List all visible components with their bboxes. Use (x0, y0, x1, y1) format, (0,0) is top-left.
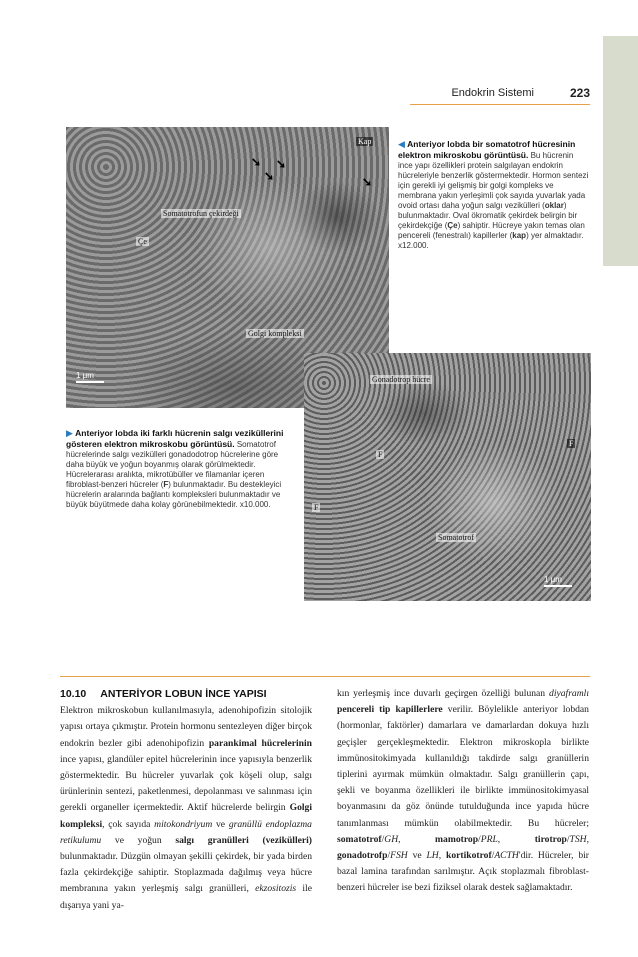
running-title: Endokrin Sistemi (451, 87, 534, 99)
scale-bar (544, 575, 572, 587)
gonadotroph-micrograph (304, 353, 591, 601)
golgi-label: Golgi kompleksi (248, 329, 302, 338)
scale-label: 1 μm (544, 575, 562, 584)
kap-label: Kap (358, 137, 372, 146)
figure2-caption: ▶ Anteriyor lobda iki farklı hücrenin salgı veziküllerini gösteren elektron mikroskobu görüntüsü. Somatotrof hücrelerinde salgı vezikülleri gonadodotrop hücrelerine göre daha büyük ve yoğun boyanmış olarak görülmektedir. Hücrelerarası aralıkta, mikrotübüller ve filamanlar içeren fibroblast-benzeri hücreler (F) bulunmaktadır. Bu destekleyici hücrelerin aralarında bağlantı kompleksleri bulunmaktadır ve büyük büyütmede daha kolay görünebilmektedir. x10.000. (66, 428, 284, 509)
figure1-caption: ◀ Anteriyor lobda bir somatotrof hücresinin elektron mikroskobu görüntüsü. Bu hücrenin ince yapı özellikleri protein salgılayan endokrin hücreleriyle benzerlik göstermektedir. Hormon sentezi için gerekli iyi gelişmiş bir golgi kompleks ve membrana yakın yerleşimli çok sayıda yuvarlak yada ovoid ortası daha yoğun salgı vezikülleri (oklar) bulunmaktadır. Oval ökromatik çekirdek belirgin bir çekirdekçiğe (Çe) sahiptir. Hücreye yakın temas olan pencereli (fenestralı) kapillerler (kap) yer almaktadır. x12.000. (398, 139, 589, 250)
somatotrof-label: Somatotrof (438, 533, 474, 542)
arrow-icon: ➘ (264, 169, 275, 183)
fibroblast-label: F (314, 503, 319, 512)
nucleolus-label: Çe (138, 237, 147, 246)
arrow-icon: ➘ (362, 175, 373, 189)
section-title: ANTERİYOR LOBUN İNCE YAPISI (100, 688, 267, 700)
scale-label: 1 μm (76, 371, 94, 380)
scale-bar (76, 371, 104, 383)
triangle-right-icon: ▶ (66, 428, 73, 438)
nucleus-label: Somatotrofun çekirdeği (163, 209, 239, 218)
gonadotrop-label: Gonadotrop hücre (372, 375, 430, 384)
chapter-side-tab (603, 36, 638, 266)
body-column-left (60, 686, 312, 914)
paragraph: kın yerleşmiş ince duvarlı geçirgen özelliği bulunan diyaframlı pencereli tip kapillerlere verilir. Böylelikle anteriyor lobdan (hormonlar, faktörler) damarlara ve damarlardan dokuya hızlı geçişler gerçekleşmektedir. Elektron mikroskopla birlikte immünositokimyada kullanıldığı takdirde salgı granüllerin tiplerini ayırmak mümkün olmaktadır. Salgı granüllerin çapı, şekli ve boyanma özellikleri ile birlikte immünositokimyasal boyanmasını da göz önünde tutulduğunda ince yapıda hücre tanımlanması mümkün olabilmektedir. Bu hücreler; somatotrof/GH, mamotrop/PRL, tirotrop/TSH, gonadotrofp/FSH ve LH, kortikotrof/ACTH'dir. Hücreler, bir bazal lamina tarafından sarılmıştır. Açık stoplazmalı fibroblast-benzeri hücreler ise bezi fiziksel olarak destek sağlamaktadır. (337, 688, 590, 894)
triangle-left-icon: ◀ (398, 139, 405, 149)
section-heading (60, 686, 312, 702)
arrow-icon: ➘ (251, 155, 262, 169)
fibroblast-label: F (569, 439, 574, 448)
body-column-right (337, 686, 589, 897)
page-number: 223 (569, 86, 590, 100)
arrow-icon: ➘ (276, 157, 287, 171)
paragraph: Elektron mikroskobun kullanılmasıyla, adenohipofizin sitolojik yapısı ortaya çıkmıştır. Protein hormonu sentezleyen diğer birçok endokrin bezler gibi adenohipofizin parankimal hücrelerinin ince yapısı, glandüler epitel hücrelerinin ince yapısıyla benzerlik göstermektedir. Bu hücreler yuvarlak çok köşeli olup, salgı ürünlerinin sentezi, paketlenmesi, depolanması ve salınması için gerekli organeller içermektedir. Aktif hücrelerde belirgin Golgi kompleksi, çok sayıda mitokondriyum ve granüllü endoplazma retikulumu ve yoğun salgı granülleri (vezikülleri) bulunmaktadır. Düzgün olmayan şekilli çekirdek, bir yada birden fazla çekirdekçiğe sahiptir. Stoplazmada dağılmış veya hücre membranına yakın yerleşmiş salgı granülleri, ekzositozis ile dışarıya yani ya- (60, 705, 312, 911)
section-rule (60, 676, 590, 677)
fibroblast-label: F (378, 450, 383, 459)
page-header (60, 87, 590, 107)
header-rule (410, 104, 590, 105)
section-number: 10.10 (60, 688, 87, 700)
